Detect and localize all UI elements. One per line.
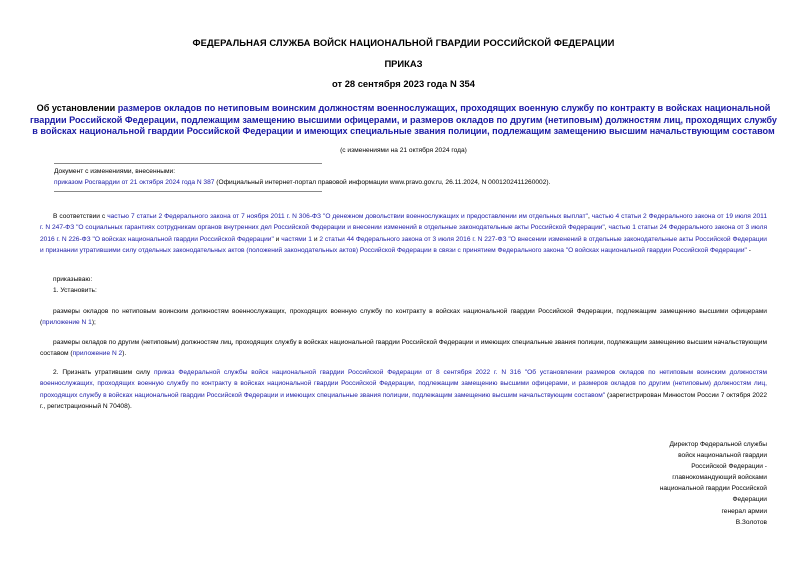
- signature-line: национальной гвардии Российской: [659, 485, 767, 493]
- signature-line: Директор Федеральной службы: [669, 441, 767, 448]
- subitem-2: [40, 337, 767, 360]
- law-link-227fz-part2[interactable]: 2 статьи 44 Федерального закона от 3 июля 2016 г. N 227-ФЗ "О внесении изменений в отдельные законодательные акты Российской Федерации и признании утратившими силу отдельных законодательных актов (положений законодательных актов) Российской Федерации в связи с принятием Федерального закона "О войсках национальной гвардии Российской Федерации": [40, 235, 767, 254]
- title-prefix: Об установлении: [36, 103, 118, 113]
- bottom-divider: [54, 191, 322, 192]
- subitem-2-end: ).: [122, 350, 127, 358]
- repealed-order-link[interactable]: приказ Федеральной службы войск национальной гвардии Российской Федерации от 8 сентября 2022 г. N 316 "Об установлении размеров окладов по нетиповым воинским должностям военнослужащих, проходящих военную службу по контракту в войсках национальной гвардии Российской Федерации, подлежащим замещению высшими офицерами, и размеров окладов по другим (нетиповым) должностям лиц, проходящих службу в войсках национальной гвардии Российской Федерации и имеющих специальные звания полиции, подлежащим замещению высшим начальствующим составом": [40, 369, 767, 399]
- amendments-heading: Документ с изменениями, внесенными:: [54, 168, 176, 175]
- amendment-link[interactable]: приказом Росгвардии от 21 октября 2024 года N 387: [54, 179, 215, 186]
- amendments-note: [54, 166, 754, 188]
- preamble-paragraph: [40, 211, 767, 256]
- law-link-247fz[interactable]: частью 4 статьи 2 Федерального закона от 19 июля 2011 г. N 247-ФЗ "О социальных гарантиях сотрудникам органов внутренних дел Российской Федерации и внесении изменений в отдельные законодательные акты Российской Федерации": [40, 213, 768, 232]
- preamble-text: -: [746, 246, 751, 254]
- document-date-number: от 28 сентября 2023 года N 354: [332, 78, 475, 89]
- amendment-source: (Официальный интернет-портал правовой информации www.pravo.gov.ru, 26.11.2024, N 0001202411260002).: [214, 179, 551, 186]
- document-type: ПРИКАЗ: [384, 58, 423, 69]
- signature-name: В.Золотов: [735, 518, 767, 526]
- signature-block: [617, 439, 767, 528]
- signature-line: войск национальной гвардии: [678, 452, 767, 460]
- appendix-2-link[interactable]: приложение N 2: [72, 350, 123, 358]
- item-2-text: 2. Признать утратившим силу: [53, 369, 154, 376]
- signature-line: генерал армии: [721, 507, 767, 515]
- preamble-text: и: [273, 235, 282, 243]
- subitem-2-text: размеры окладов по другим (нетиповым) должностям лиц, проходящих службу в войсках национальной гвардии Российской Федерации и имеющих специальные звания полиции, подлежащим замещению высшим начальствующим составом (: [40, 339, 767, 358]
- law-link-227fz-part1[interactable]: частями 1: [281, 235, 312, 243]
- subitem-1: [40, 306, 767, 329]
- preamble-text: и: [311, 235, 320, 243]
- top-divider: [54, 163, 322, 164]
- item-1: 1. Установить:: [53, 287, 97, 294]
- signature-line: главнокомандующий войсками: [672, 474, 767, 482]
- item-2: [40, 367, 767, 412]
- preamble-text: ,: [604, 224, 609, 232]
- preamble-text: ,: [587, 213, 592, 220]
- subitem-1-text: размеры окладов по нетиповым воинским должностям военнослужащих, проходящих военную службу по контракту в войсках национальной гвардии Российской Федерации, подлежащим замещению высшими офицерами (: [40, 308, 767, 327]
- edition-note: (с изменениями на 21 октября 2024 года): [340, 147, 467, 154]
- appendix-1-link[interactable]: приложение N 1: [42, 319, 92, 327]
- signature-line: Российской Федерации -: [691, 463, 767, 471]
- amendments-line: [54, 177, 754, 188]
- document-title: [28, 103, 779, 138]
- signature-line: Федерации: [732, 496, 767, 504]
- law-link-306fz[interactable]: частью 7 статьи 2 Федерального закона от 7 ноября 2011 г. N 306-ФЗ "О денежном довольствии военнослужащих и предоставлении им отдельных выплат": [107, 213, 588, 220]
- item-2-end: (зарегистрирован Минюстом России 7 октября 2022 г., регистрационный N 70408).: [40, 391, 768, 410]
- law-link-226fz[interactable]: частью 1 статьи 24 Федерального закона от 3 июля 2016 г. N 226-ФЗ "О войсках национальной гвардии Российской Федерации": [40, 224, 768, 243]
- agency-header: ФЕДЕРАЛЬНАЯ СЛУЖБА ВОЙСК НАЦИОНАЛЬНОЙ ГВАРДИИ РОССИЙСКОЙ ФЕДЕРАЦИИ: [192, 37, 615, 48]
- subitem-1-end: );: [91, 319, 96, 327]
- order-word: приказываю:: [53, 276, 93, 283]
- title-link[interactable]: размеров окладов по нетиповым воинским должностям военнослужащих, проходящих военную службу по контракту в войсках национальной гвардии Российской Федерации, подлежащим замещению высшими офицерами, и размеров окладов по другим (нетиповым) должностям лиц, проходящих службу в войсках национальной гвардии Российской Федерации и имеющих специальные звания полиции, подлежащим замещению высшим начальствующим составом: [30, 103, 777, 137]
- preamble-text: В соответствии с: [53, 213, 108, 220]
